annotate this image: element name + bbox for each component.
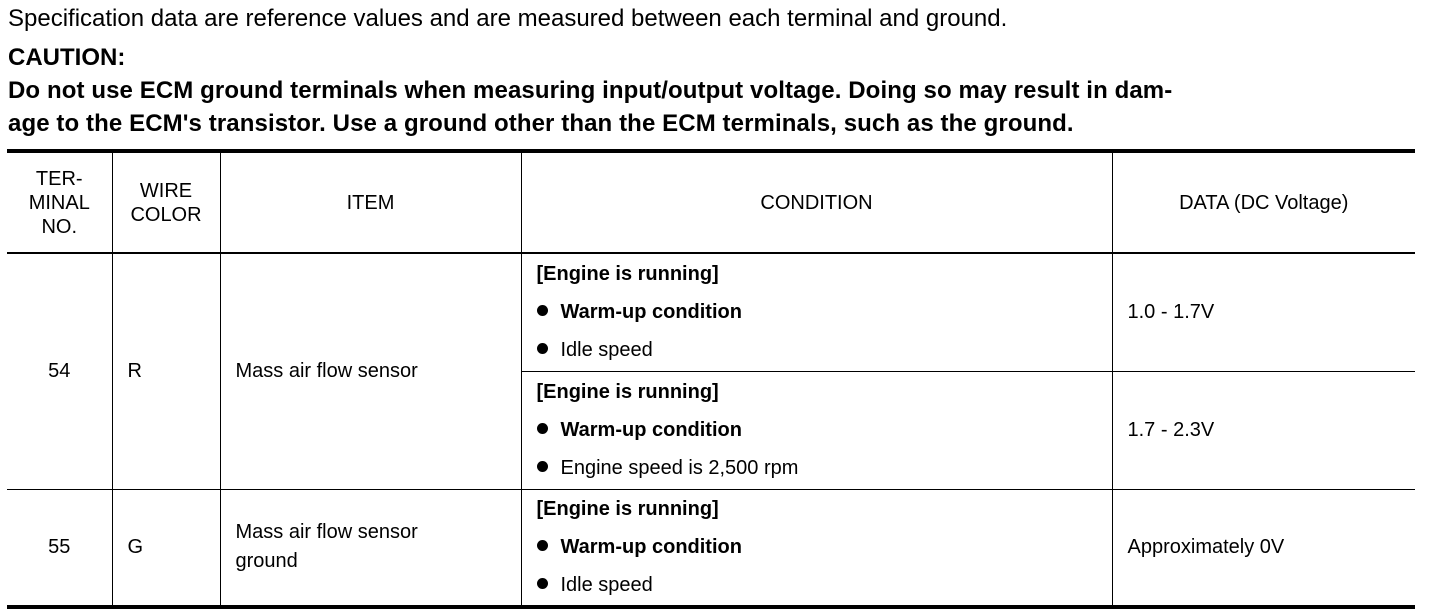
condition-cell: [521, 253, 1112, 371]
condition-bold-bullet: [537, 293, 1112, 331]
header-wire-line-2: COLOR: [130, 203, 202, 226]
header-terminal-line-3: NO.: [41, 215, 78, 238]
condition-heading: [Engine is running]: [536, 498, 719, 521]
bullet-icon: [537, 461, 548, 472]
bullet-icon: [537, 423, 548, 434]
terminal-no-cell: 55: [7, 489, 112, 607]
item-cell: [220, 253, 521, 489]
header-data: DATA (DC Voltage): [1112, 151, 1415, 253]
bullet-icon: [537, 540, 548, 551]
data-cell: Approximately 0V: [1112, 489, 1415, 607]
condition-cell: [521, 371, 1112, 489]
bullet-icon: [537, 343, 548, 354]
header-item: ITEM: [220, 151, 521, 253]
data-cell: 1.0 - 1.7V: [1112, 253, 1415, 371]
data-cell: 1.7 - 2.3V: [1112, 371, 1415, 489]
condition-bold-bullet-text: Warm-up condition: [560, 301, 742, 324]
header-wire-line-1: WIRE: [139, 179, 193, 202]
condition-bullet-text: Idle speed: [560, 339, 653, 362]
bullet-icon: [537, 578, 548, 589]
header-terminal-line-2: MINAL: [28, 191, 90, 214]
condition-bullet: [537, 449, 1112, 487]
condition-heading: [Engine is running]: [536, 381, 719, 403]
condition-bold-bullet: [537, 528, 1112, 566]
condition-bold-bullet: [537, 411, 1112, 449]
header-condition: CONDITION: [521, 151, 1112, 253]
item-line: Mass air flow sensor: [235, 521, 418, 544]
header-wire-color: [112, 151, 220, 253]
caution-text-line-1: Do not use ECM ground terminals when measuring input/output voltage. Doing so may result in dam-: [8, 77, 1173, 104]
terminal-spec-table: [7, 149, 1415, 609]
bullet-icon: [537, 305, 548, 316]
item-cell: [220, 489, 521, 607]
condition-bold-bullet-text: Warm-up condition: [560, 536, 742, 559]
header-terminal-line-1: TER-: [35, 167, 83, 190]
condition-bullet: [537, 566, 1112, 604]
condition-cell: [521, 489, 1112, 607]
condition-heading: [Engine is running]: [536, 263, 719, 286]
caution-text-line-2: age to the ECM's transistor. Use a ground other than the ECM terminals, such as the ground.: [8, 110, 1074, 137]
terminal-no-cell: 54: [7, 253, 112, 489]
condition-bullet: [537, 331, 1112, 369]
condition-bullet-text: Engine speed is 2,500 rpm: [560, 457, 799, 479]
item-line: ground: [235, 550, 298, 573]
condition-bold-bullet-text: Warm-up condition: [560, 419, 742, 441]
wire-color-cell: R: [112, 253, 220, 489]
header-terminal-no: [7, 151, 112, 253]
item-line: Mass air flow sensor: [235, 359, 418, 382]
intro-text: Specification data are reference values and are measured between each terminal and ground.: [8, 5, 1008, 32]
wire-color-cell: G: [112, 489, 220, 607]
caution-title: CAUTION:: [8, 44, 126, 71]
condition-bullet-text: Idle speed: [560, 574, 653, 597]
